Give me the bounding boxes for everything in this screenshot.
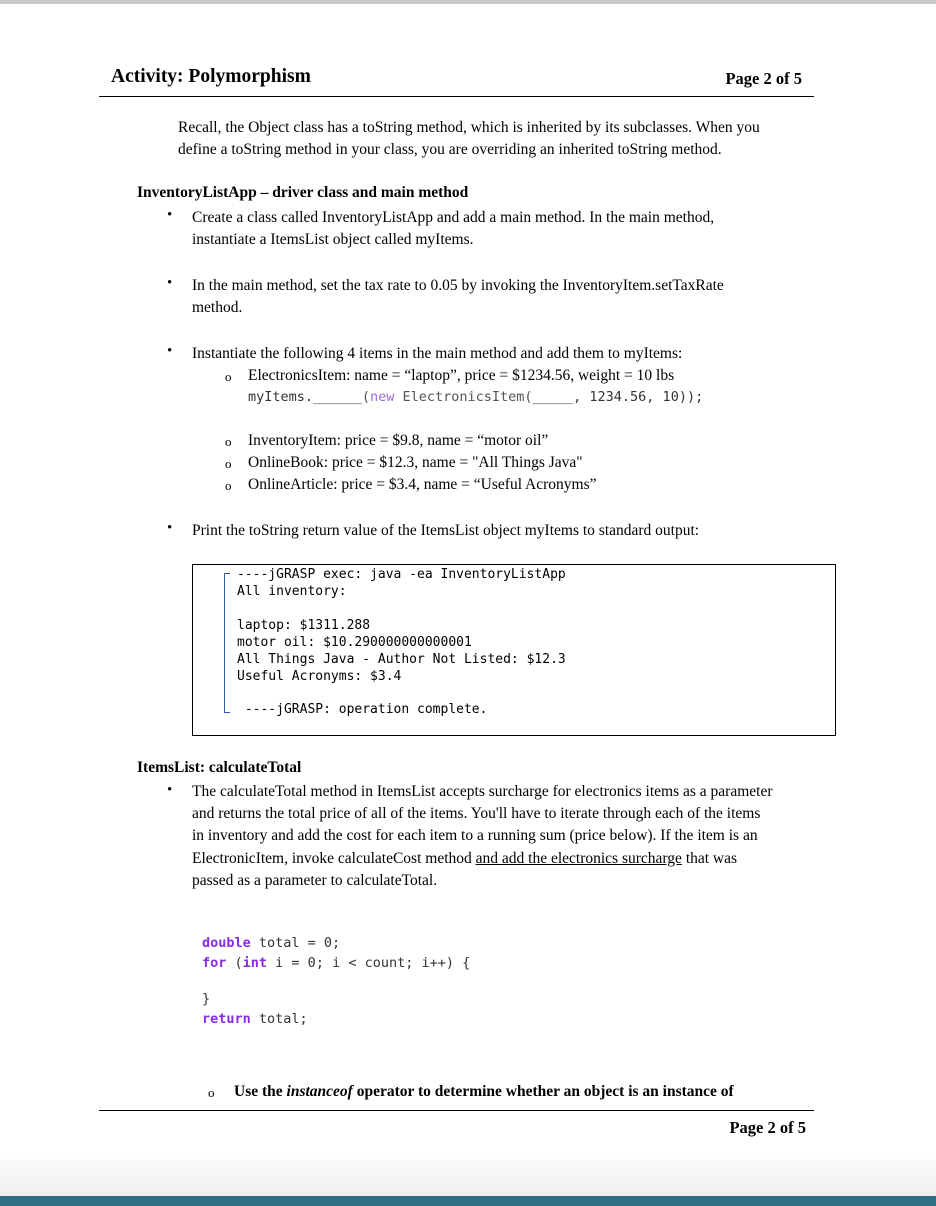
instanceof-b: operator to determine whether an object is an instance of [352,1083,734,1100]
code-args: , 1234.56, 10)); [573,389,704,405]
code-add-electronics [248,389,703,405]
code-myitems: myItems. [248,389,314,405]
circle-bullet-icon: o [225,369,232,384]
sub-item-inventory: InventoryItem: price = $9.8, name = “motor oil” [248,432,549,449]
output-line-3: laptop: $1311.288 [237,618,371,633]
intro-line-1: Recall, the Object class has a toString method, which is inherited by its subclasses. When you [178,119,760,136]
output-bracket [224,573,229,713]
bullet2-line1: In the main method, set the tax rate to 0.05 by invoking the InventoryItem.setTaxRate [192,277,724,294]
itemslist-line-5: passed as a parameter to calculateTotal. [192,872,438,889]
bullet3-line1: Instantiate the following 4 items in the main method and add them to myItems: [192,345,683,362]
bullet4-line1: Print the toString return value of the ItemsList object myItems to standard output: [192,522,700,539]
page-header-title: Activity: Polymorphism [111,66,311,87]
bullet-icon: • [167,782,173,798]
bullet-icon: • [167,275,173,291]
intro-line-2: define a toString method in your class, you are overriding an inherited toString method. [178,141,722,158]
circle-bullet-icon: o [208,1085,215,1100]
code-for-loop [202,955,470,971]
itemslist-line-2: and returns the total price of all of the items. You'll have to iterate through each of the items [192,805,761,822]
header-rule [99,96,814,97]
instanceof-italic: instanceof [286,1083,353,1100]
bullet-icon: • [167,207,173,223]
sub-item-onlinebook: OnlineBook: price = $12.3, name = "All Things Java" [248,454,583,471]
bullet-icon: • [167,343,173,359]
itemslist-line-4b: that was [681,850,738,867]
output-line-1: ----jGRASP exec: java -ea InventoryListApp [237,567,566,582]
section-heading-inventorylistapp: InventoryListApp – driver class and main method [137,184,469,201]
code-blank-1: ______ [313,389,362,405]
bullet1-line1: Create a class called InventoryListApp and add a main method. In the main method, [192,209,715,226]
code-for-paren: ( [226,955,243,971]
footer-rule [99,1110,814,1111]
output-line-2: All inventory: [237,584,347,599]
instanceof-a: Use the [234,1083,287,1100]
bullet1-line2: instantiate a ItemsList object called myItems. [192,231,474,248]
bullet2-line2: method. [192,299,243,316]
code-return [202,1011,308,1027]
code-return-rest: total; [250,1011,308,1027]
page-bottom-shadow [0,1150,936,1196]
code-return-keyword: return [202,1011,251,1027]
code-close-brace: } [202,991,211,1007]
bullet-icon: • [167,520,173,536]
code-new-keyword: new [369,389,395,405]
itemslist-line-4a: ElectronicItem, invoke calculateCost method [192,850,476,867]
window-bottom-bar [0,1196,936,1206]
code-paren: ( [361,389,370,405]
output-line-5: All Things Java - Author Not Listed: $12.3 [237,652,566,667]
output-box [192,564,836,736]
output-line-6: Useful Acronyms: $3.4 [237,669,402,684]
code-constructor: ElectronicsItem( [394,389,533,405]
circle-bullet-icon: o [225,434,232,449]
page-header-number: Page 2 of 5 [725,69,802,88]
code-double-total [202,935,340,951]
circle-bullet-icon: o [225,456,232,471]
output-line-4: motor oil: $10.290000000000001 [237,635,472,650]
code-for-rest: i = 0; i < count; i++) { [267,955,471,971]
sub-item-onlinearticle: OnlineArticle: price = $3.4, name = “Useful Acronyms” [248,476,597,493]
code-double-keyword: double [202,935,251,951]
itemslist-line-1: The calculateTotal method in ItemsList accepts surcharge for electronics items as a parameter [192,783,773,800]
page-footer-number: Page 2 of 5 [729,1118,806,1137]
circle-bullet-icon: o [225,478,232,493]
code-blank-2: _____ [532,389,574,405]
instanceof-line [234,1081,734,1103]
code-int-keyword: int [242,955,268,971]
itemslist-line-4-underlined: and add the electronics surcharge [475,850,682,867]
itemslist-line-3: in inventory and add the cost for each item to a running sum (price below). If the item is an [192,827,758,844]
section-heading-itemslist: ItemsList: calculateTotal [137,759,302,776]
itemslist-line-4 [192,848,737,870]
code-for-keyword: for [202,955,227,971]
sub-item-electronics: ElectronicsItem: name = “laptop”, price = $1234.56, weight = 10 lbs [248,367,675,384]
code-double-rest: total = 0; [250,935,341,951]
output-line-7: ----jGRASP: operation complete. [237,702,488,717]
